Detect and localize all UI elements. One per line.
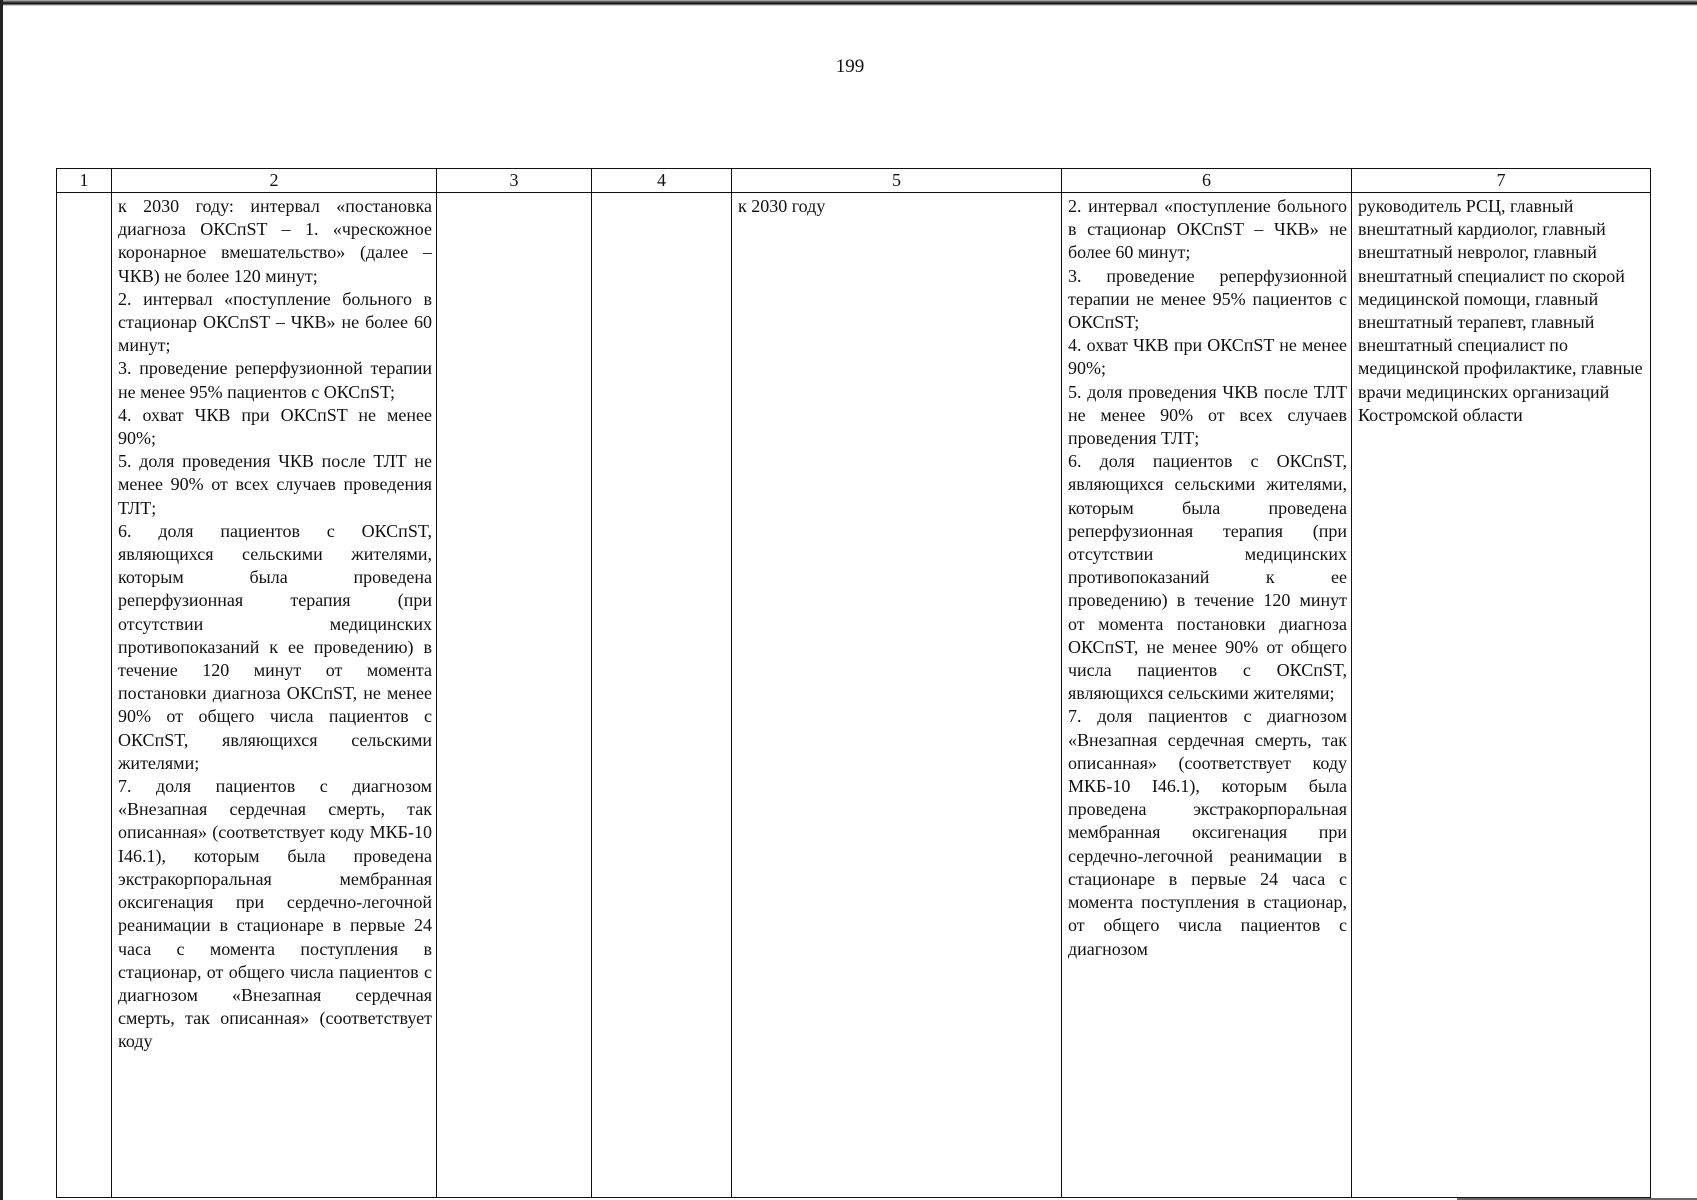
top-border-line (0, 0, 1697, 6)
cell-target-indicators (112, 193, 437, 1198)
left-scan-edge (0, 0, 3, 1200)
measures-table (56, 168, 1651, 1198)
column-header-3: 3 (437, 169, 592, 193)
cell-responsible (1352, 193, 1651, 1198)
column-header-4: 4 (592, 169, 732, 193)
cell-expected-results (1062, 193, 1352, 1198)
cell-deadline (732, 193, 1062, 1198)
column-header-1: 1 (57, 169, 112, 193)
cell-column-4 (592, 193, 732, 1198)
cell-text: 2. интервал «поступление больного в стационар ОКСпST – ЧКВ» не более 60 минут; 3. проведение реперфузионной терапии не менее 95% пациентов с ОКСпST; 4. охват ЧКВ при ОКСпST не менее 90%; 5. доля проведения ЧКВ после ТЛТ не менее 90% от всех случаев проведения ТЛТ; 6. доля пациентов с ОКСпST, являющихся сельскими жителями, которым была проведена реперфузионная терапия (при отсутствии медицинских противопоказаний к ее проведению) в течение 120 минут от момента постановки диагноза ОКСпST, не менее 90% от общего числа пациентов с ОКСпST, являющихся сельскими жителями; 7. доля пациентов с диагнозом «Внезапная сердечная смерть, так описанная» (соответствует коду МКБ-10 I46.1), которым была проведена экстракорпоральная мембранная оксигенация при сердечно-легочной реанимации в стационаре в первые 24 часа с момента поступления в стационар, от общего числа пациентов с диагнозом (1068, 196, 1347, 959)
table-row (57, 193, 1651, 1198)
table-header-row (57, 169, 1651, 193)
cell-column-3 (437, 193, 592, 1198)
column-header-5: 5 (732, 169, 1062, 193)
column-header-6: 6 (1062, 169, 1352, 193)
cell-text: руководитель РСЦ, главный внештатный кардиолог, главный внештатный невролог, главный внештатный специалист по скорой медицинской помощи, главный внештатный терапевт, главный внештатный специалист по медицинской профилактике, главные врачи медицинских организаций Костромской области (1358, 196, 1643, 425)
cell-text: к 2030 году (738, 196, 826, 216)
cell-text: к 2030 году: интервал «постановка диагноза ОКСпST – 1. «чрескожное коронарное вмешательство» (далее – ЧКВ) не более 120 минут; 2. интервал «поступление больного в стационар ОКСпST – ЧКВ» не более 60 минут; 3. проведение реперфузионной терапии не менее 95% пациентов с ОКСпST; 4. охват ЧКВ при ОКСпST не менее 90%; 5. доля проведения ЧКВ после ТЛТ не менее 90% от всех случаев проведения ТЛТ; 6. доля пациентов с ОКСпST, являющихся сельскими жителями, которым была проведена реперфузионная терапия (при отсутствии медицинских противопоказаний к ее проведению) в течение 120 минут от момента постановки диагноза ОКСпST, не менее 90% от общего числа пациентов с ОКСпST, являющихся сельскими жителями; 7. доля пациентов с диагнозом «Внезапная сердечная смерть, так описанная» (соответствует коду МКБ-10 I46.1), которым была проведена экстракорпоральная мембранная оксигенация при сердечно-легочной реанимации в стационаре в первые 24 часа с момента поступления в стационар, от общего числа пациентов с диагнозом «Внезапная сердечная смерть, так описанная» (соответствует коду (118, 196, 432, 1052)
cell-column-1 (57, 193, 112, 1198)
column-header-7: 7 (1352, 169, 1651, 193)
page-number: 199 (835, 56, 865, 77)
column-header-2: 2 (112, 169, 437, 193)
